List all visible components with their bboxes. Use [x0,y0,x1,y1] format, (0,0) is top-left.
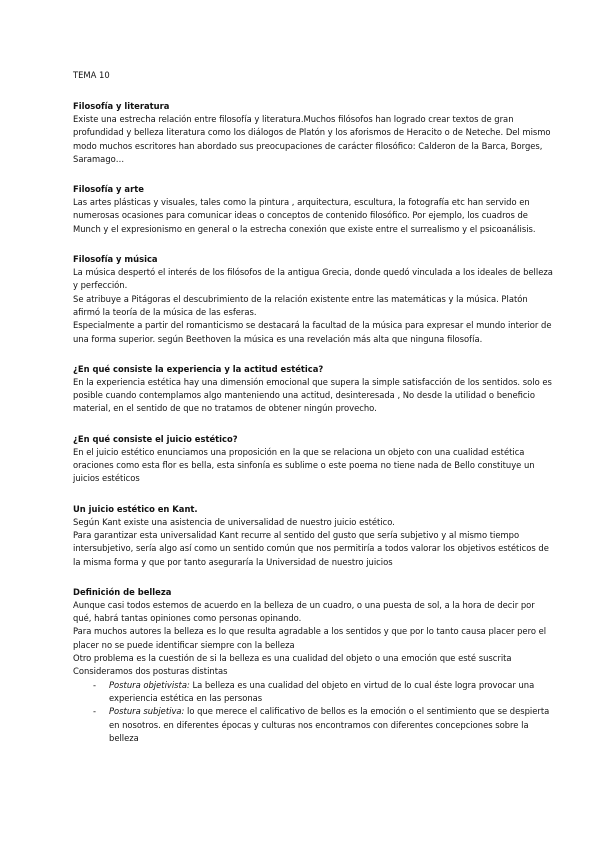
paragraph: Para muchos autores la belleza es lo que resulta agradable a los sentidos y que por lo tanto causa placer pero el placer no se puede identificar siempre con la belleza [73,626,547,650]
section-filosofia-arte [73,184,553,236]
posture-label: Postura objetivista: [109,679,190,690]
paragraph: Existe una estrecha relación entre filosofía y literatura.Muchos filósofos han logrado crear textos de gran profundidad y belleza literatura como los diálogos de Platón y los aforismos de Heracito o de Neteche. Del mismo modo muchos escritores han abordado sus preocupaciones de carácter filosófico: Calderon de la Barca, Borges, Saramago… [73,114,551,164]
section-juicio-estetico [73,434,553,486]
section-heading: Definición de belleza [73,586,172,597]
paragraph: Según Kant existe una asistencia de universalidad de nuestro juicio estético. [73,516,395,527]
bullet-dash: - [93,706,97,717]
list-item [93,679,553,706]
section-heading: Filosofía y arte [73,184,144,195]
document-title: TEMA 10 [73,70,110,80]
paragraph: En la experiencia estética hay una dimensión emocional que supera la simple satisfacción de los sentidos. solo es posible cuando contemplamos algo manteniendo una actitud, desinteresada , No desde la utilidad o beneficio material, en el sentido de que no tratamos de obtener ningún provecho. [73,376,552,414]
section-definicion-belleza [73,587,553,745]
section-heading: ¿En qué consiste la experiencia y la actitud estética? [73,363,324,374]
paragraph: Para garantizar esta universalidad Kant recurre al sentido del gusto que sería subjetivo y al mismo tiempo intersubjetivo, sería algo así como un sentido común que nos permitiría a todos valorar los objetivos estéticos de la misma forma y que por tanto aseguraría la Universidad de nuestro juicios [73,529,549,567]
postures-list [73,679,553,745]
paragraph: Aunque casi todos estemos de acuerdo en la belleza de un cuadro, o una puesta de sol, a la hora de decir por qué, habrá tantas opiniones como personas opinando. [73,599,535,624]
section-filosofia-literatura [73,101,553,166]
list-item [93,705,553,745]
document-page [73,70,553,763]
section-experiencia-estetica [73,364,553,416]
section-heading: ¿En qué consiste el juicio estético? [73,433,238,444]
paragraph: En el juicio estético enunciamos una proposición en la que se relaciona un objeto con una cualidad estética oraciones como esta flor es bella, esta sinfonía es sublime o este poema no tiene nada de Bello constituye un juicios estéticos [73,446,535,484]
paragraph: Se atribuye a Pitágoras el descubrimiento de la relación existente entre las matemáticas y la música. Platón afirmó la teoría de la música de las esferas. [73,293,528,317]
section-kant [73,504,553,569]
section-heading: Filosofía y música [73,254,158,265]
paragraph: Las artes plásticas y visuales, tales como la pintura , arquitectura, escultura, la fotografía etc han servido en numerosas ocasiones para comunicar ideas o conceptos de contenido filosófico. Por ejemplo, los cuadros de Munch y el expresionismo en general o la estrecha conexión que existe entre el surrealismo y el psicoanálisis. [73,197,536,234]
section-filosofia-musica [73,254,553,346]
paragraph: La música despertó el interés de los filósofos de la antigua Grecia, donde quedó vinculada a los ideales de belleza y perfección. [73,267,553,291]
section-heading: Filosofía y literatura [73,101,170,111]
posture-text: La belleza es una cualidad del objeto en virtud de lo cual éste logra provocar una experiencia estética en las personas [109,679,535,703]
paragraph: Especialmente a partir del romanticismo se destacará la facultad de la música para expresar el mundo interior de una forma superior. según Beethoven la música es una revelación más alta que ninguna filosofía. [73,320,552,344]
paragraph: Otro problema es la cuestión de si la belleza es una cualidad del objeto o una emoción que esté suscrita [73,653,512,664]
posture-text: lo que merece el calificativo de bellos es la emoción o el sentimiento que se despierta en nosotros. en diferentes épocas y culturas nos encontramos con diferentes concepciones sobre la belleza [109,706,550,743]
posture-label: Postura subjetiva: [109,706,185,717]
bullet-dash: - [93,679,97,690]
paragraph: Consideramos dos posturas distintas [73,666,228,677]
section-heading: Un juicio estético en Kant. [73,503,198,514]
